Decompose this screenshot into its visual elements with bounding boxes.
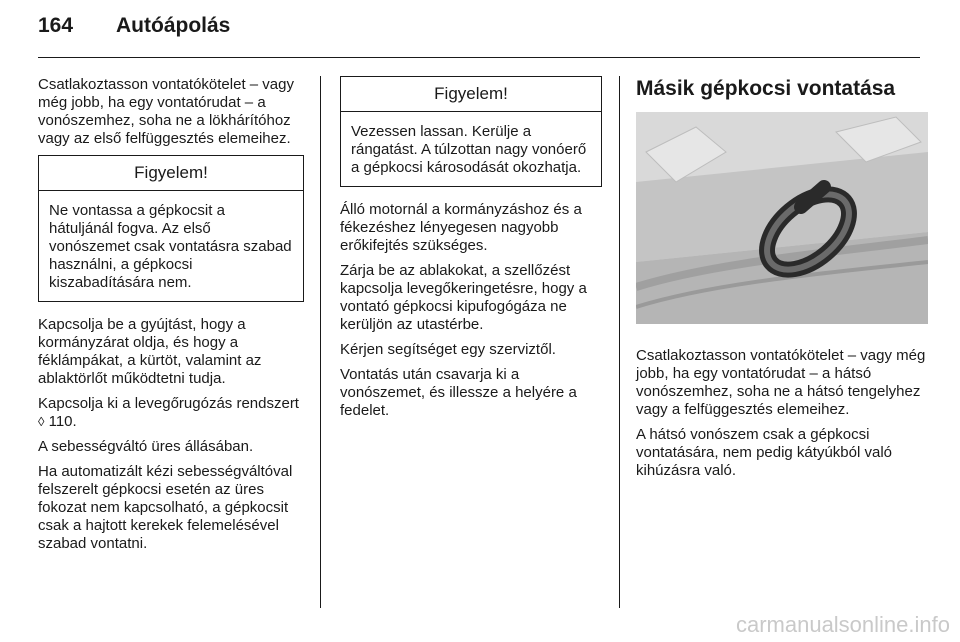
service-paragraph: Kérjen segítséget egy szerviztől.	[340, 341, 556, 358]
column-3	[636, 76, 926, 487]
windows-paragraph: Zárja be az ablakokat, a szellőzést kapcsolja levegőkeringetésre, hogy a vontató gépkocsi kipufogógáza ne kerüljön az utastérbe.	[340, 262, 587, 333]
air-suspension-text: Kapcsolja ki a levegőrugózás rendszert	[38, 395, 299, 412]
column-divider-1	[320, 76, 321, 608]
steering-paragraph: Álló motornál a kormányzáshoz és a fékezéshez lényegesen nagyobb erőkifejtés szükséges.	[340, 201, 582, 254]
warning-box	[38, 155, 304, 302]
section-title: Másik gépkocsi vontatása	[636, 77, 896, 100]
column-2	[340, 76, 602, 427]
air-suspension-paragraph	[38, 395, 304, 431]
page-reference-arrow-icon: ◊	[38, 414, 45, 429]
warning-body: Ne vontassa a gépkocsit a hátuljánál fogva. Az első vonószemet csak vontatásra szabad használni, a gépkocsi kiszabadítására nem.	[49, 202, 292, 291]
after-towing-paragraph: Vontatás után csavarja ki a vonószemet, és illessze a helyére a fedelet.	[340, 366, 577, 419]
rear-towing-paragraph: Csatlakoztasson vontatókötelet – vagy még jobb, ha egy vontatórudat – a hátsó vonószemhez, soha ne a hátsó tengelyhez vagy a felfüggesztés elemeihez.	[636, 347, 926, 418]
page-title: Autóápolás	[116, 14, 231, 37]
column-divider-2	[619, 76, 620, 608]
warning-body: Vezessen lassan. Kerülje a rángatást. A túlzottan nagy vonóerő a gépkocsi károsodását okozhatja.	[351, 123, 587, 176]
ignition-paragraph: Kapcsolja be a gyújtást, hogy a kormányzárat oldja, és hogy a féklámpákat, a kürtöt, valamint az ablaktörlőt működtetni tudja.	[38, 316, 262, 387]
rear-towing-eye-illustration	[636, 112, 928, 324]
neutral-paragraph: A sebességváltó üres állásában.	[38, 438, 254, 455]
page-header	[38, 14, 230, 44]
watermark: carmanualsonline.info	[735, 612, 950, 637]
page-number: 164	[38, 14, 74, 37]
page-reference-link[interactable]: 110.	[48, 413, 77, 430]
header-divider	[38, 57, 920, 58]
automated-gearbox-paragraph: Ha automatizált kézi sebességváltóval felszerelt gépkocsi esetén az üres fokozat nem kapcsolható, a gépkocsit csak a hajtott kerekek felemelésével szabad vontatni.	[38, 463, 293, 552]
warning-box	[340, 76, 602, 187]
intro-paragraph: Csatlakoztasson vontatókötelet – vagy még jobb, ha egy vontatórudat – a vonószemhez, soha ne a lökhárítóhoz vagy az első felfüggesztés elemeihez.	[38, 76, 294, 147]
warning-title: Figyelem!	[39, 156, 303, 191]
column-1	[38, 76, 304, 560]
warning-title: Figyelem!	[341, 77, 601, 112]
rear-eye-usage-paragraph: A hátsó vonószem csak a gépkocsi vontatására, nem pedig kátyúkból való kihúzásra való.	[636, 426, 892, 479]
